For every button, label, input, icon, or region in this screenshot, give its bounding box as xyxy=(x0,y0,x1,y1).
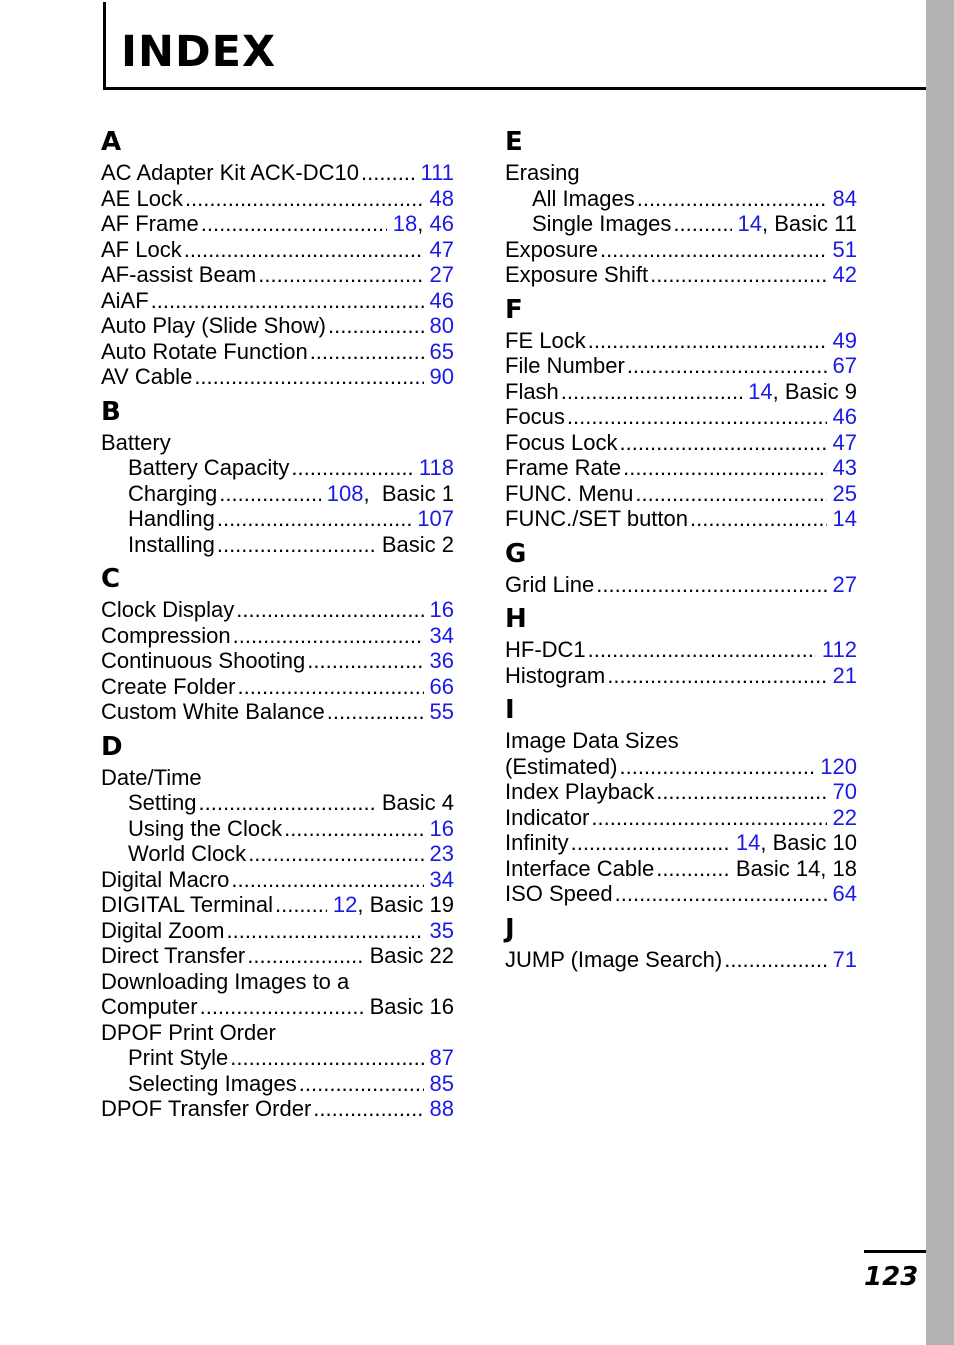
dot-leader xyxy=(307,648,423,674)
page-link[interactable]: 65 xyxy=(429,338,454,364)
dot-leader xyxy=(656,779,826,805)
entry-label: DPOF Transfer Order xyxy=(101,1096,312,1121)
page-link[interactable]: 80 xyxy=(429,313,454,338)
index-entry xyxy=(505,430,857,456)
entry-pages xyxy=(430,597,454,623)
page-link[interactable]: 14 xyxy=(832,506,857,531)
index-entry xyxy=(505,728,857,754)
entry-pages xyxy=(430,841,454,867)
dot-leader xyxy=(299,1071,424,1097)
page-reference-text: , Basic 11 xyxy=(762,211,857,236)
side-gray-bar xyxy=(926,0,954,1345)
dot-leader xyxy=(230,1045,423,1071)
entry-label: DPOF Print Order xyxy=(101,1019,276,1045)
index-entry xyxy=(101,918,454,944)
index-subentry xyxy=(101,1071,454,1097)
dot-leader xyxy=(194,364,423,390)
section-letter: B xyxy=(101,396,121,427)
entry-label: AF Frame xyxy=(101,211,199,236)
dot-leader xyxy=(650,262,826,288)
dot-leader xyxy=(591,805,826,831)
index-entry xyxy=(505,262,857,288)
index-entry xyxy=(505,754,857,780)
dot-leader xyxy=(233,623,424,649)
entry-label: Clock Display xyxy=(101,597,235,622)
index-entry xyxy=(101,186,454,212)
dot-leader xyxy=(328,313,424,339)
page-number: 123 xyxy=(864,1262,919,1292)
entry-label: World Clock xyxy=(128,841,247,866)
index-subentry xyxy=(101,841,454,867)
entry-label: AC Adapter Kit ACK-DC10 xyxy=(101,160,360,185)
dot-leader xyxy=(620,430,827,456)
entry-label: AE Lock xyxy=(101,185,183,211)
entry-label: Histogram xyxy=(505,662,606,688)
dot-leader xyxy=(248,841,423,867)
dot-leader xyxy=(184,237,424,263)
dot-leader xyxy=(600,237,827,263)
index-entry xyxy=(101,364,454,390)
page-reference-text: Basic 16 xyxy=(369,994,454,1019)
entry-pages xyxy=(430,674,454,700)
dot-leader xyxy=(588,637,816,663)
dot-leader xyxy=(217,532,376,558)
title-frame-vertical-rule xyxy=(103,2,106,90)
entry-label: DIGITAL Terminal xyxy=(101,892,273,917)
dot-leader xyxy=(236,597,423,623)
section-letter: H xyxy=(505,604,527,634)
page-number-rule xyxy=(864,1250,926,1253)
dot-leader xyxy=(247,943,363,969)
index-entry xyxy=(101,623,454,649)
page-link[interactable]: 64 xyxy=(832,881,857,906)
entry-pages xyxy=(738,211,857,237)
entry-pages xyxy=(430,1071,454,1097)
index-entry xyxy=(505,663,857,689)
index-subentry xyxy=(101,1045,454,1071)
entry-pages xyxy=(833,663,857,689)
page-link[interactable]: 27 xyxy=(429,262,454,287)
index-column-left xyxy=(101,120,454,1122)
page-link[interactable]: 18 xyxy=(392,211,418,236)
index-entry xyxy=(505,856,857,882)
entry-label: AF Lock xyxy=(101,236,182,262)
entry-pages xyxy=(430,918,454,944)
page-reference-text: , Basic 1 xyxy=(363,480,454,506)
index-entry xyxy=(101,339,454,365)
index-entry xyxy=(101,765,454,791)
index-entry xyxy=(505,572,857,598)
entry-pages xyxy=(417,506,454,532)
index-entry xyxy=(101,597,454,623)
page-link[interactable]: 71 xyxy=(832,946,857,972)
index-entry xyxy=(101,943,454,969)
page-link[interactable]: 90 xyxy=(429,364,454,389)
entry-label: HF-DC1 xyxy=(505,637,586,662)
index-column-right xyxy=(505,120,857,972)
index-entry xyxy=(101,892,454,918)
page-link[interactable]: 14 xyxy=(735,830,761,855)
entry-pages xyxy=(822,637,857,663)
dot-leader xyxy=(656,856,730,882)
page-link[interactable]: 27 xyxy=(832,571,857,597)
dot-leader xyxy=(596,572,826,598)
entry-label: Grid Line xyxy=(505,571,595,597)
page-reference-text: , Basic 19 xyxy=(357,892,454,917)
page-link[interactable]: 34 xyxy=(429,622,454,648)
index-subentry xyxy=(101,506,454,532)
index-entry xyxy=(505,506,857,532)
dot-leader xyxy=(200,994,364,1020)
entry-pages xyxy=(430,364,454,390)
dot-leader xyxy=(217,506,411,532)
dot-leader xyxy=(258,262,423,288)
index-entry xyxy=(101,237,454,263)
entry-pages xyxy=(820,754,857,780)
section-letter: J xyxy=(505,913,515,944)
page-link[interactable]: 49 xyxy=(832,327,857,353)
page-link[interactable]: 84 xyxy=(832,185,857,211)
entry-pages xyxy=(833,779,857,805)
page-reference-text: Basic 14, 18 xyxy=(735,855,857,881)
entry-label: AF-assist Beam xyxy=(101,262,257,287)
index-entry xyxy=(101,160,454,186)
index-entry xyxy=(101,969,454,995)
entry-label: Auto Play (Slide Show) xyxy=(101,313,326,338)
page-link[interactable]: 16 xyxy=(429,597,454,622)
index-entry xyxy=(101,211,454,237)
entry-pages xyxy=(430,699,454,725)
index-subentry xyxy=(101,532,454,558)
index-entry xyxy=(505,830,857,856)
dot-leader xyxy=(199,790,376,816)
index-subentry xyxy=(101,455,454,481)
entry-label: Direct Transfer xyxy=(101,943,246,968)
dot-leader xyxy=(313,1096,423,1122)
page-link[interactable]: 67 xyxy=(832,353,857,378)
section-letter: F xyxy=(505,294,523,325)
page-reference-text: Basic 2 xyxy=(381,531,454,557)
page-link[interactable]: 21 xyxy=(832,662,857,688)
entry-pages xyxy=(833,881,857,907)
title-underline-rule xyxy=(103,87,926,90)
index-subentry xyxy=(101,481,454,507)
entry-pages xyxy=(430,262,454,288)
entry-label: Compression xyxy=(101,622,231,648)
page-link[interactable]: 46 xyxy=(832,404,857,429)
entry-label: Installing xyxy=(128,531,215,557)
entry-label: FE Lock xyxy=(505,327,586,353)
entry-pages xyxy=(748,379,857,405)
page-link[interactable]: 46 xyxy=(429,287,454,313)
page-link[interactable]: 34 xyxy=(429,866,454,892)
entry-label: Downloading Images to a xyxy=(101,968,350,994)
page-reference-text: Basic 4 xyxy=(381,790,454,815)
entry-label: Exposure xyxy=(505,236,598,262)
page-reference-text: , Basic 10 xyxy=(760,830,857,855)
dot-leader xyxy=(284,816,423,842)
index-entry xyxy=(101,648,454,674)
entry-label: Create Folder xyxy=(101,673,236,699)
index-subentry xyxy=(101,790,454,816)
dot-leader xyxy=(275,892,327,918)
page-link[interactable]: 51 xyxy=(832,236,857,262)
entry-pages xyxy=(833,455,857,481)
page-link[interactable]: 14 xyxy=(737,211,763,236)
dot-leader xyxy=(185,186,424,212)
dot-leader xyxy=(571,830,730,856)
dot-leader xyxy=(673,211,731,237)
dot-leader xyxy=(690,506,827,532)
dot-leader xyxy=(635,481,826,507)
entry-pages xyxy=(430,1045,454,1071)
index-entry xyxy=(505,805,857,831)
entry-label: Setting xyxy=(128,790,197,815)
page-link[interactable]: 14 xyxy=(748,378,773,404)
index-entry xyxy=(505,881,857,907)
entry-label: AV Cable xyxy=(101,364,193,389)
entry-pages xyxy=(370,943,454,969)
entry-pages xyxy=(833,947,857,973)
entry-label: JUMP (Image Search) xyxy=(505,946,723,972)
entry-label: Focus Lock xyxy=(505,429,618,455)
entry-pages xyxy=(430,816,454,842)
section-letter: E xyxy=(505,127,523,157)
entry-pages xyxy=(430,339,454,365)
entry-label: Charging xyxy=(128,480,218,506)
page-title: INDEX xyxy=(121,27,277,77)
entry-pages xyxy=(833,805,857,831)
page-link[interactable]: 66 xyxy=(429,673,454,699)
index-subentry xyxy=(101,816,454,842)
page-link[interactable]: 118 xyxy=(418,455,454,480)
page-link[interactable]: 43 xyxy=(832,455,857,480)
index-entry xyxy=(505,947,857,973)
dot-leader xyxy=(615,881,827,907)
dot-leader xyxy=(219,481,321,507)
entry-pages xyxy=(833,262,857,288)
entry-pages xyxy=(736,830,857,856)
entry-label: Date/Time xyxy=(101,764,202,790)
entry-label: AiAF xyxy=(101,287,149,313)
page-link[interactable]: 85 xyxy=(429,1070,454,1096)
index-entry xyxy=(101,430,454,456)
dot-leader xyxy=(619,754,814,780)
page-reference-text: Basic 22 xyxy=(369,943,454,968)
entry-label: Indicator xyxy=(505,804,590,830)
page-link[interactable]: 35 xyxy=(429,917,454,943)
index-entry xyxy=(505,379,857,405)
entry-label: Single Images xyxy=(532,211,672,236)
entry-label: Focus xyxy=(505,404,565,429)
entry-pages xyxy=(833,572,857,598)
entry-pages xyxy=(833,404,857,430)
dot-leader xyxy=(607,663,826,689)
entry-pages xyxy=(430,313,454,339)
dot-leader xyxy=(238,674,424,700)
section-letter: A xyxy=(101,127,122,157)
page-link[interactable]: 25 xyxy=(832,480,857,506)
entry-pages xyxy=(833,430,857,456)
entry-pages xyxy=(327,481,454,507)
entry-label: File Number xyxy=(505,353,625,378)
page-link[interactable]: 112 xyxy=(821,637,857,662)
entry-pages xyxy=(736,856,857,882)
dot-leader xyxy=(567,404,827,430)
page-link[interactable]: 87 xyxy=(429,1045,454,1070)
entry-label: Digital Zoom xyxy=(101,917,225,943)
dot-leader xyxy=(361,160,415,186)
index-entry xyxy=(101,674,454,700)
entry-pages xyxy=(833,506,857,532)
entry-label: Digital Macro xyxy=(101,866,230,892)
page-link[interactable]: 108 xyxy=(326,480,364,506)
entry-label: Battery xyxy=(101,429,171,455)
page-link[interactable]: 23 xyxy=(429,841,454,866)
entry-label: Erasing xyxy=(505,160,580,185)
entry-pages xyxy=(833,481,857,507)
dot-leader xyxy=(226,918,423,944)
dot-leader xyxy=(151,288,424,314)
dot-leader xyxy=(637,186,827,212)
dot-leader xyxy=(231,867,423,893)
entry-label: Handling xyxy=(128,506,215,531)
page-link[interactable]: 120 xyxy=(820,753,857,779)
entry-label: Flash xyxy=(505,378,559,404)
entry-pages xyxy=(419,455,454,481)
entry-pages xyxy=(430,186,454,212)
entry-label: Battery Capacity xyxy=(128,455,290,480)
entry-pages xyxy=(430,867,454,893)
index-entry xyxy=(505,404,857,430)
dot-leader xyxy=(201,211,387,237)
index-entry xyxy=(505,779,857,805)
dot-leader xyxy=(627,353,827,379)
page-link[interactable]: 12 xyxy=(332,892,358,917)
entry-label: Selecting Images xyxy=(128,1070,297,1096)
entry-pages xyxy=(430,1096,454,1122)
index-entry xyxy=(101,1020,454,1046)
page-link[interactable]: 48 xyxy=(429,185,454,211)
entry-label: (Estimated) xyxy=(505,753,618,779)
entry-pages xyxy=(833,237,857,263)
index-entry xyxy=(101,313,454,339)
entry-label: Infinity xyxy=(505,830,569,855)
dot-leader xyxy=(327,699,424,725)
index-entry xyxy=(101,288,454,314)
dot-leader xyxy=(291,455,413,481)
index-entry xyxy=(505,637,857,663)
entry-pages xyxy=(370,994,454,1020)
index-subentry xyxy=(505,186,857,212)
entry-label: Frame Rate xyxy=(505,455,622,480)
page-link[interactable]: 88 xyxy=(429,1096,454,1121)
entry-pages xyxy=(421,160,454,186)
page-reference-text: , Basic 9 xyxy=(772,378,857,404)
entry-label: Image Data Sizes xyxy=(505,728,679,753)
entry-label: Using the Clock xyxy=(128,815,283,841)
page-link[interactable]: 16 xyxy=(429,815,454,841)
entry-label: Auto Rotate Function xyxy=(101,338,308,364)
index-entry xyxy=(505,481,857,507)
section-letter: C xyxy=(101,564,121,594)
index-entry xyxy=(505,237,857,263)
index-entry xyxy=(505,455,857,481)
entry-pages xyxy=(833,353,857,379)
entry-pages xyxy=(833,328,857,354)
page-link[interactable]: 55 xyxy=(429,699,454,724)
page-link[interactable]: 111 xyxy=(420,160,454,185)
entry-pages xyxy=(382,532,454,558)
entry-label: All Images xyxy=(532,185,635,211)
page-link[interactable]: 107 xyxy=(417,506,454,531)
index-entry xyxy=(505,328,857,354)
page-link[interactable]: 47 xyxy=(832,429,857,455)
entry-label: ISO Speed xyxy=(505,881,613,906)
dot-leader xyxy=(623,455,826,481)
dot-leader xyxy=(310,339,424,365)
index-entry xyxy=(101,699,454,725)
index-entry xyxy=(101,262,454,288)
entry-label: Index Playback xyxy=(505,779,655,804)
entry-pages xyxy=(333,892,454,918)
entry-label: FUNC. Menu xyxy=(505,480,634,506)
section-letter: I xyxy=(505,695,515,725)
page-link[interactable]: 42 xyxy=(832,262,857,287)
entry-label: Computer xyxy=(101,994,198,1019)
index-entry xyxy=(505,160,857,186)
entry-label: Custom White Balance xyxy=(101,699,325,724)
entry-pages xyxy=(430,623,454,649)
entry-label: Print Style xyxy=(128,1045,229,1070)
index-entry xyxy=(101,1096,454,1122)
section-letter: G xyxy=(505,538,527,569)
entry-label: Continuous Shooting xyxy=(101,648,306,673)
page-link[interactable]: 22 xyxy=(832,804,857,830)
entry-pages xyxy=(382,790,454,816)
page-link[interactable]: 46 xyxy=(429,211,454,236)
index-entry xyxy=(101,994,454,1020)
dot-leader xyxy=(561,379,742,405)
entry-pages xyxy=(393,211,454,237)
dot-leader xyxy=(724,947,826,973)
entry-pages xyxy=(833,186,857,212)
entry-pages xyxy=(430,288,454,314)
page-link[interactable]: 70 xyxy=(832,779,857,804)
entry-label: FUNC./SET button xyxy=(505,506,688,531)
page-reference-text: , xyxy=(417,211,430,236)
page-link[interactable]: 36 xyxy=(429,648,454,673)
index-entry xyxy=(505,353,857,379)
entry-label: Exposure Shift xyxy=(505,262,649,287)
index-entry xyxy=(101,867,454,893)
entry-pages xyxy=(430,648,454,674)
entry-pages xyxy=(430,237,454,263)
index-subentry xyxy=(505,211,857,237)
entry-label: Interface Cable xyxy=(505,855,655,881)
section-letter: D xyxy=(101,731,123,762)
page-link[interactable]: 47 xyxy=(429,236,454,262)
dot-leader xyxy=(588,328,827,354)
